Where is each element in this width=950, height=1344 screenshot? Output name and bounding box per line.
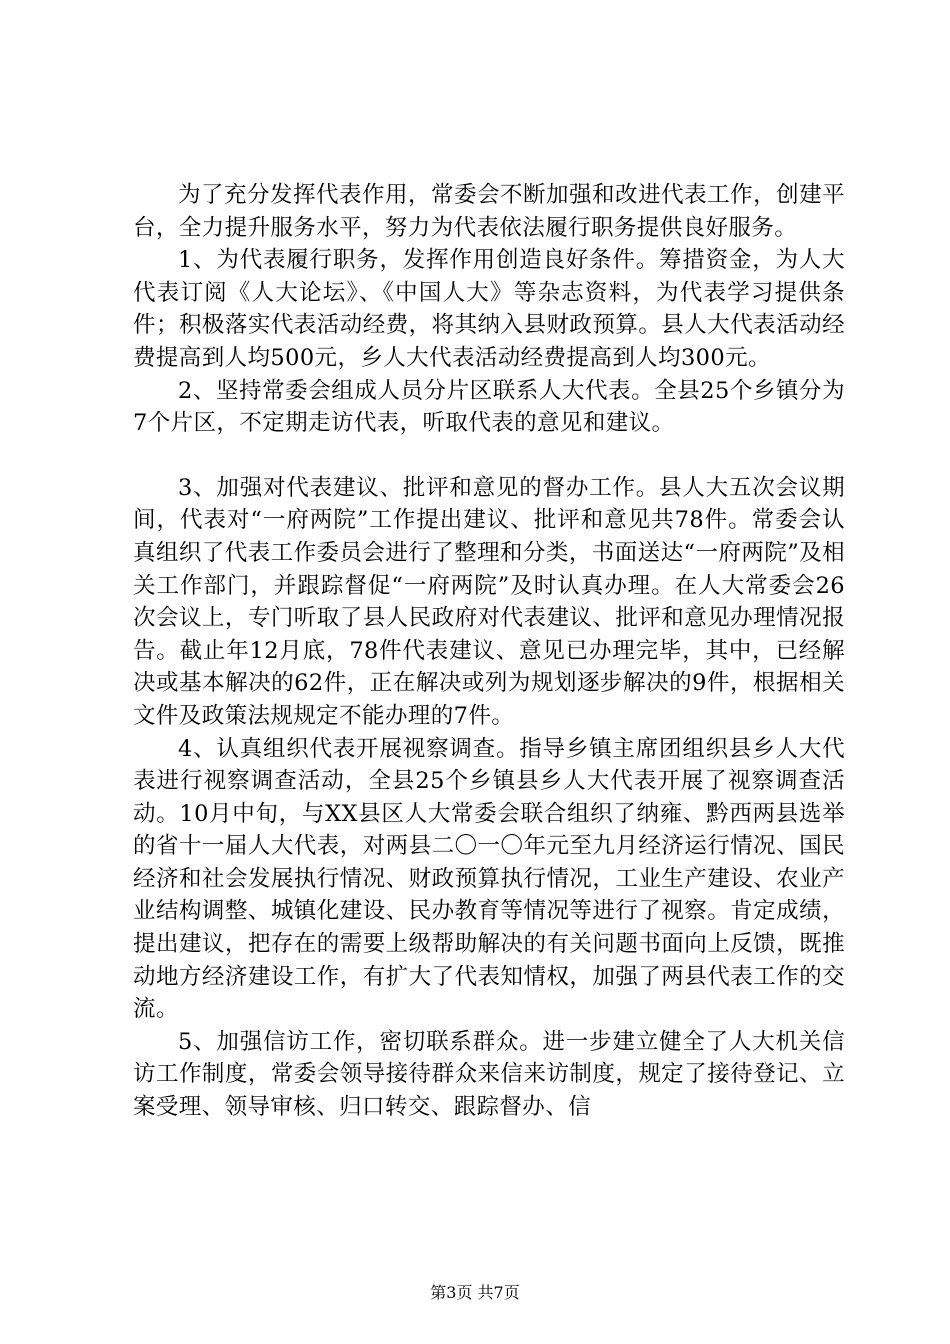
page-footer: 第3页 共7页 — [430, 1283, 520, 1302]
paragraph-intro: 为了充分发挥代表作用，常委会不断加强和改进代表工作，创建平台，全力提升服务水平，努力为代表依法履行职务提供良好服务。 — [133, 182, 845, 241]
paragraph-item-5: 5、加强信访工作，密切联系群众。进一步建立健全了人大机关信访工作制度，常委会领导接待群众来信来访制度，规定了接待登记、立案受理、领导审核、归口转交、跟踪督办、信 — [133, 1028, 845, 1121]
paragraph-item-3: 3、加强对代表建议、批评和意见的督办工作。县人大五次会议期间，代表对“一府两院”工作提出建议、批评和意见共78件。常委会认真组织了代表工作委员会进行了整理和分类，书面送达“一府两院”及相关工作部门，并跟踪督促“一府两院”及时认真办理。在人大常委会26次会议上，专门听取了县人民政府对代表建议、批评和意见办理情况报告。截止年12月底，78件代表建议、意见已办理完毕，其中，已经解决或基本解决的62件，正在解决或列为规划逐步解决的9件，根据相关文件及政策法规规定不能办理的7件。 — [133, 474, 845, 729]
document-body — [133, 179, 845, 1124]
paragraph-item-2: 2、坚持常委会组成人员分片区联系人大代表。全县25个乡镇分为7个片区，不定期走访代表，听取代表的意见和建议。 — [133, 377, 845, 437]
paragraph-item-4: 4、认真组织代表开展视察调查。指导乡镇主席团组织县乡人大代表进行视察调查活动，全县25个乡镇县乡人大代表开展了视察调查活动。10月中旬，与XX县区人大常委会联合组织了纳雍、黔西两县选举的省十一届人大代表，对两县二〇一〇年元至九月经济运行情况、国民经济和社会发展执行情况、财政预算执行情况，工业生产建设、农业产业结构调整、城镇化建设、民办教育等情况等进行了视察。肯定成绩，提出建议，把存在的需要上级帮助解决的有关问题书面向上反馈，既推动地方经济建设工作，有扩大了代表知情权，加强了两县代表工作的交流。 — [133, 735, 845, 1023]
paragraph-item-1: 1、为代表履行职务，发挥作用创造良好条件。筹措资金，为人大代表订阅《人大论坛》、《中国人大》等杂志资料，为代表学习提供条件；积极落实代表活动经费，将其纳入县财政预算。县人大代表活动经费提高到人均500元，乡人大代表活动经费提高到人均300元。 — [133, 247, 845, 371]
